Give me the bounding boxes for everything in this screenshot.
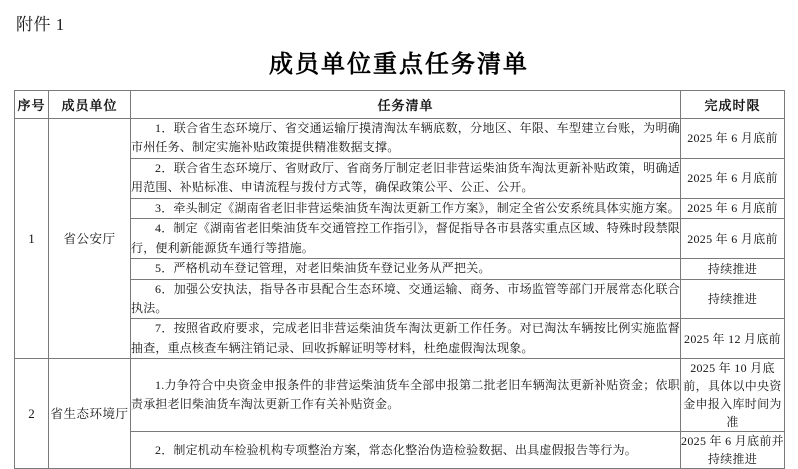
task-text: 5．严格机动车登记管理，对老旧柴油货车登记业务从严把关。 xyxy=(155,261,491,276)
task-text: 4．制定《湖南省老旧柴油货车交通管控工作指引》，督促指导各市县落实重点区域、特殊时段禁限行，便利新能源货车通行等措施。 xyxy=(131,221,680,255)
deadline-cell: 2025 年 6 月底前 xyxy=(681,198,785,218)
task-text: 1.力争符合中央资金申报条件的非营运柴油货车全部申报第二批老旧车辆淘汰更新补贴资金；依职责承担老旧柴油货车淘汰更新工作有关补贴资金。 xyxy=(131,377,680,412)
deadline-cell: 2025 年 6 月底前 xyxy=(681,219,785,259)
task-cell xyxy=(131,259,681,279)
task-cell xyxy=(131,359,681,432)
task-text: 2．联合省生态环境厅、省财政厅、省商务厅制定老旧非营运柴油货车淘汰更新补贴政策，明确适用范围、补贴标准、申请流程与拨付方式等，确保政策公平、公正、公开。 xyxy=(131,160,680,195)
task-cell xyxy=(131,198,681,218)
member-unit-cell: 省公安厅 xyxy=(49,119,131,359)
column-header-unit: 成员单位 xyxy=(49,91,131,119)
row-index-cell: 1 xyxy=(15,119,49,359)
column-header-tasks: 任务清单 xyxy=(131,91,681,119)
task-cell xyxy=(131,158,681,198)
table-row xyxy=(15,279,785,319)
deadline-cell: 持续推进 xyxy=(681,279,785,319)
column-header-no: 序号 xyxy=(15,91,49,119)
attachment-label: 附件 1 xyxy=(16,15,65,34)
task-text: 7．按照省政府要求，完成老旧非营运柴油货车淘汰更新工作任务。对已淘汰车辆按比例实施监督抽查，重点核查车辆注销记录、回收拆解证明等材料，杜绝虚假淘汰现象。 xyxy=(131,321,680,355)
row-index-cell: 2 xyxy=(15,359,49,469)
table-body xyxy=(15,119,785,469)
task-table xyxy=(14,90,785,469)
table-row xyxy=(15,119,785,159)
deadline-cell: 持续推进 xyxy=(681,259,785,279)
task-cell xyxy=(131,119,681,159)
task-text: 6．加强公安执法，指导各市县配合生态环境、交通运输、商务、市场监管等部门开展常态化联合执法。 xyxy=(131,281,680,315)
table-header-row xyxy=(15,91,785,119)
task-text: 2．制定机动车检验机构专项整治方案，常态化整治伪造检验数据、出具虚假报告等行为。 xyxy=(155,442,638,457)
table-row xyxy=(15,319,785,359)
task-text: 1．联合省生态环境厅、省交通运输厅摸清淘汰车辆底数，分地区、年限、车型建立台账，为明确市州任务、制定实施补贴政策提供精准数据支撑。 xyxy=(131,121,680,155)
table-row xyxy=(15,432,785,469)
deadline-cell: 2025 年 10 月底前，具体以中央资金申报入库时间为准 xyxy=(681,359,785,432)
task-cell xyxy=(131,319,681,359)
task-cell xyxy=(131,279,681,319)
deadline-cell: 2025 年 6 月底前 xyxy=(681,158,785,198)
table-row xyxy=(15,259,785,279)
table-row xyxy=(15,219,785,259)
deadline-cell: 2025 年 6 月底前 xyxy=(681,119,785,159)
task-cell xyxy=(131,432,681,469)
table-row xyxy=(15,158,785,198)
page-title: 成员单位重点任务清单 xyxy=(269,52,529,78)
deadline-cell: 2025 年 12 月底前 xyxy=(681,319,785,359)
column-header-deadline: 完成时限 xyxy=(681,91,785,119)
member-unit-cell: 省生态环境厅 xyxy=(49,359,131,469)
table-row xyxy=(15,198,785,218)
deadline-cell: 2025 年 6 月底前并持续推进 xyxy=(681,432,785,469)
table-row xyxy=(15,359,785,432)
task-text: 3．牵头制定《湖南省老旧非营运柴油货车淘汰更新工作方案》，制定全省公安系统具体实施方案。 xyxy=(155,200,680,215)
task-cell xyxy=(131,219,681,259)
